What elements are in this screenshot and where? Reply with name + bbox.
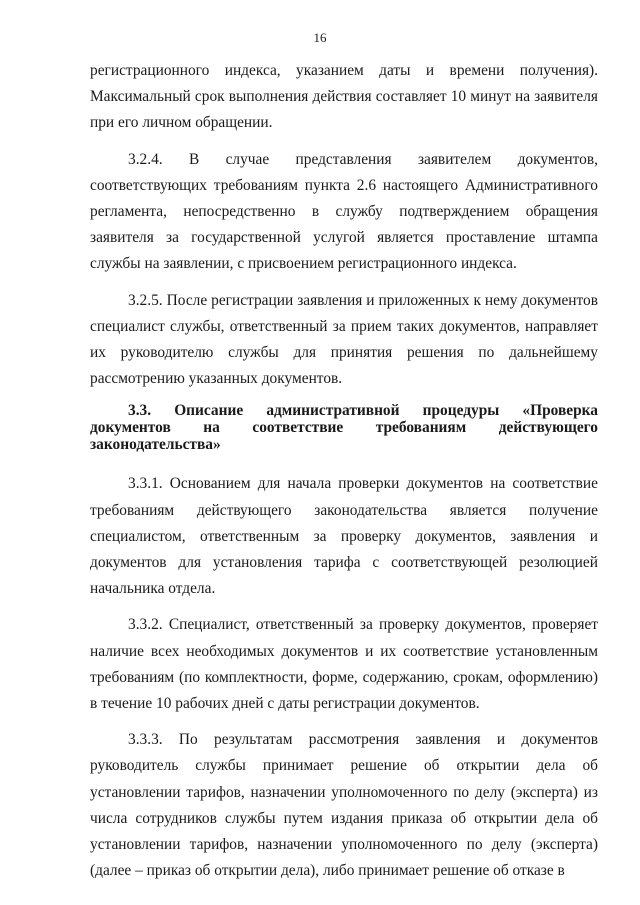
paragraph-3-2-5: 3.2.5. После регистрации заявления и приложенных к нему документов специалист службы, ответственный за прием таких документов, направляет их руководителю службы для принятия решения по дальнейшему рассмотрению указанных документов. — [90, 291, 598, 388]
paragraph-3-3-3: 3.3.3. По результатам рассмотрения заявления и документов руководитель службы принимает решение об открытии дела об установлении тарифов, назначении уполномоченного по делу (эксперта) из числа сотрудников службы путем издания приказа об открытии дела об установлении тарифов, назначении уполномоченного по делу (эксперта) (далее – приказ об открытии дела), либо принимает решение об отказе в — [90, 731, 598, 880]
paragraph-3-3-1: 3.3.1. Основанием для начала проверки документов на соответствие требованиям действующего законодательства является получение специалистом, ответственным за проверку документов, заявления и документов для установления тарифа с соответствующей резолюцией начальника отдела. — [90, 475, 598, 598]
section-heading-3-3: 3.3. Описание административной процедуры «Проверка документов на соответствие требованиям действующего законодательства» — [90, 402, 598, 454]
page-number: 16 — [313, 30, 327, 45]
paragraph-3-3-2: 3.3.2. Специалист, ответственный за проверку документов, проверяет наличие всех необходимых документов и их соответствие установленным требованиям (по комплектности, форме, содержанию, срокам, оформлению) в течение 10 рабочих дней с даты регистрации документов. — [90, 616, 598, 713]
paragraph-continuation: регистрационного индекса, указанием даты и времени получения). Максимальный срок выполнения действия составляет 10 минут на заявителя при его личном обращении. — [90, 62, 598, 132]
paragraph-3-2-4: 3.2.4. В случае представления заявителем документов, соответствующих требованиям пункта 2.6 настоящего Административного регламента, непосредственно в службу подтверждением обращения заявителя за государственной услугой является проставление штампа службы на заявлении, с присвоением регистрационного индекса. — [90, 150, 598, 273]
body-text — [90, 58, 598, 884]
